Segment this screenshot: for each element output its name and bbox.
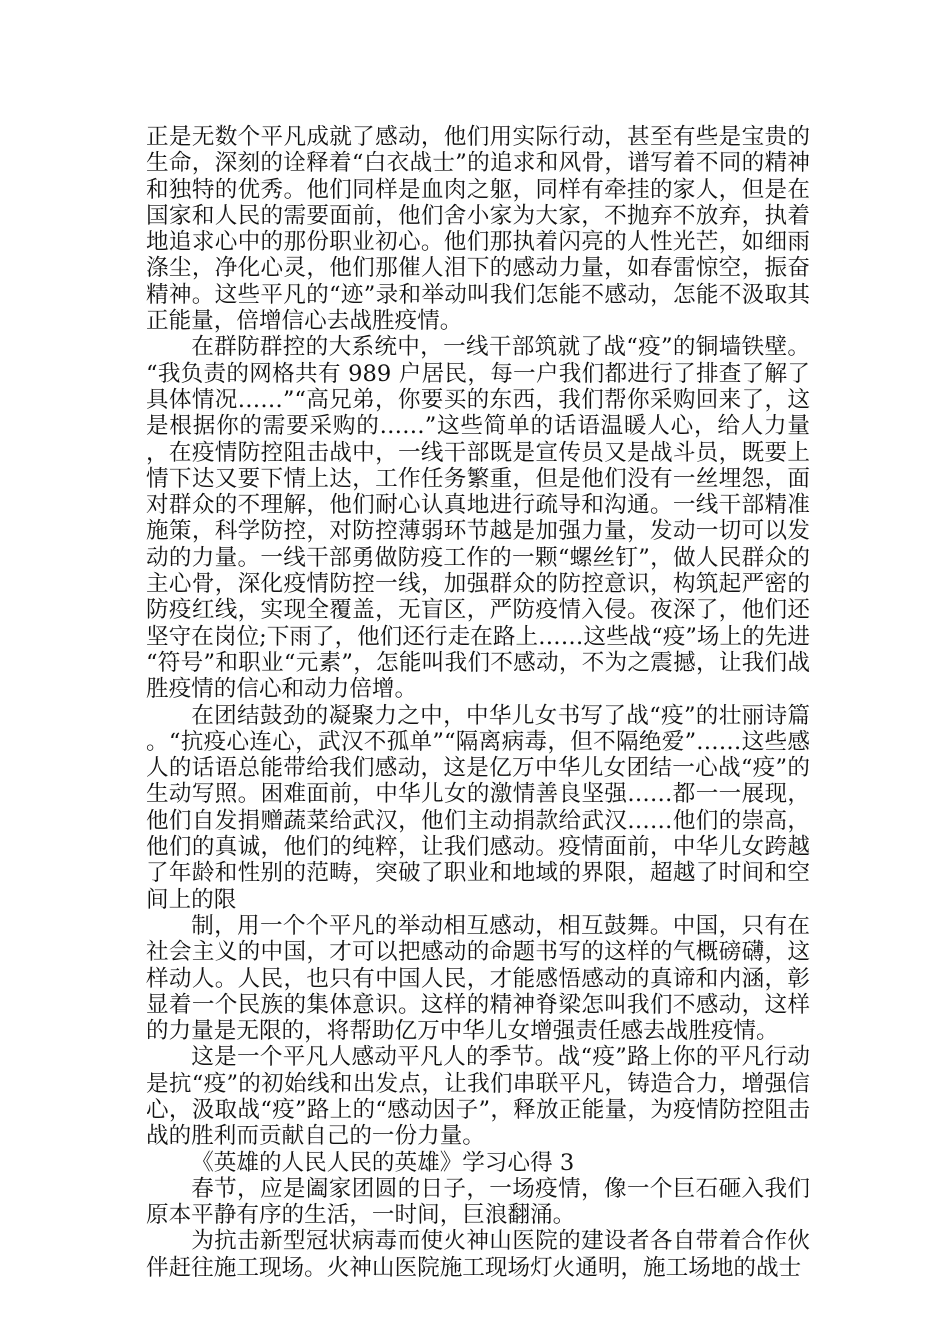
paragraph-7: 为抗击新型冠状病毒而使火神山医院的建设者各自带着合作伙伴赶往施工现场。火神山医院施工现场灯火通明，施工场地的战士: [146, 1228, 810, 1281]
paragraph-4: 制，用一个个平凡的举动相互感动，相互鼓舞。中国，只有在社会主义的中国，才可以把感动的命题书写的这样的气概磅礴，这样动人。人民，也只有中国人民，才能感悟感动的真谛和内涵，彰显着一个民族的集体意识。这样的精神脊梁怎叫我们不感动，这样的力量是无限的，将帮助亿万中华儿女增强责任感去战胜疫情。: [146, 912, 810, 1045]
paragraph-3: 在团结鼓劲的凝聚力之中，中华儿女书写了战“疫”的壮丽诗篇。“抗疫心连心，武汉不孤单”“隔离病毒，但不隔绝爱”……这些感人的话语总能带给我们感动，这是亿万中华儿女团结一心战“疫”的生动写照。困难面前，中华儿女的激情善良坚强……都一一展现，他们自发捐赠蔬菜给武汉，他们主动捐款给武汉……他们的崇高，他们的真诚，他们的纯粹，让我们感动。疫情面前，中华儿女跨越了年龄和性别的范畴，突破了职业和地域的界限，超越了时间和空间上的限: [146, 702, 810, 913]
paragraph-6: 春节，应是阖家团圆的日子，一场疫情，像一个巨石砸入我们原本平静有序的生活，一时间，巨浪翻涌。: [146, 1175, 810, 1229]
document-body: [146, 124, 810, 1281]
paragraph-1: 正是无数个平凡成就了感动，他们用实际行动，甚至有些是宝贵的生命，深刻的诠释着“白衣战士”的追求和风骨，谱写着不同的精神和独特的优秀。他们同样是血肉之躯，同样有牵挂的家人，但是在国家和人民的需要面前，他们舍小家为大家，不抛弃不放弃，执着地追求心中的那份职业初心。他们那执着闪亮的人性光芒，如细雨涤尘，净化心灵，他们那催人泪下的感动力量，如春雷惊空，振奋精神。这些平凡的“迹”录和举动叫我们怎能不感动，怎能不汲取其正能量，倍增信心去战胜疫情。: [146, 124, 810, 335]
paragraph-2: 在群防群控的大系统中，一线干部筑就了战“疫”的铜墙铁壁。“我负责的网格共有 989 户居民，每一户我们都进行了排查了解了具体情况……”“高兄弟，你要买的东西，我们帮你采购回来了，这是根据你的需要采购的……”这些简单的话语温暖人心，给人力量，在疫情防控阻击战中，一线干部既是宣传员又是战斗员，既要上情下达又要下情上达，工作任务繁重，但是他们没有一丝埋怨，面对群众的不理解，他们耐心认真地进行疏导和沟通。一线干部精准施策，科学防控，对防控薄弱环节越是加强力量，发动一切可以发动的力量。一线干部勇做防疫工作的一颗“螺丝钉”，做人民群众的主心骨，深化疫情防控一线，加强群众的防控意识，构筑起严密的防疫红线，实现全覆盖，无盲区，严防疫情入侵。夜深了，他们还坚守在岗位;下雨了，他们还行走在路上……这些战“疫”场上的先进“符号”和职业“元素”，怎能叫我们不感动，不为之震撼，让我们战胜疫情的信心和动力倍增。: [146, 334, 810, 703]
paragraph-5: 这是一个平凡人感动平凡人的季节。战“疫”路上你的平凡行动是抗“疫”的初始线和出发点，让我们串联平凡，铸造合力，增强信心，汲取战“疫”路上的“感动因子”，释放正能量，为疫情防控阻击战的胜利而贡献自己的一份力量。: [146, 1044, 810, 1150]
section-heading: 《英雄的人民人民的英雄》学习心得 3: [191, 1149, 575, 1176]
